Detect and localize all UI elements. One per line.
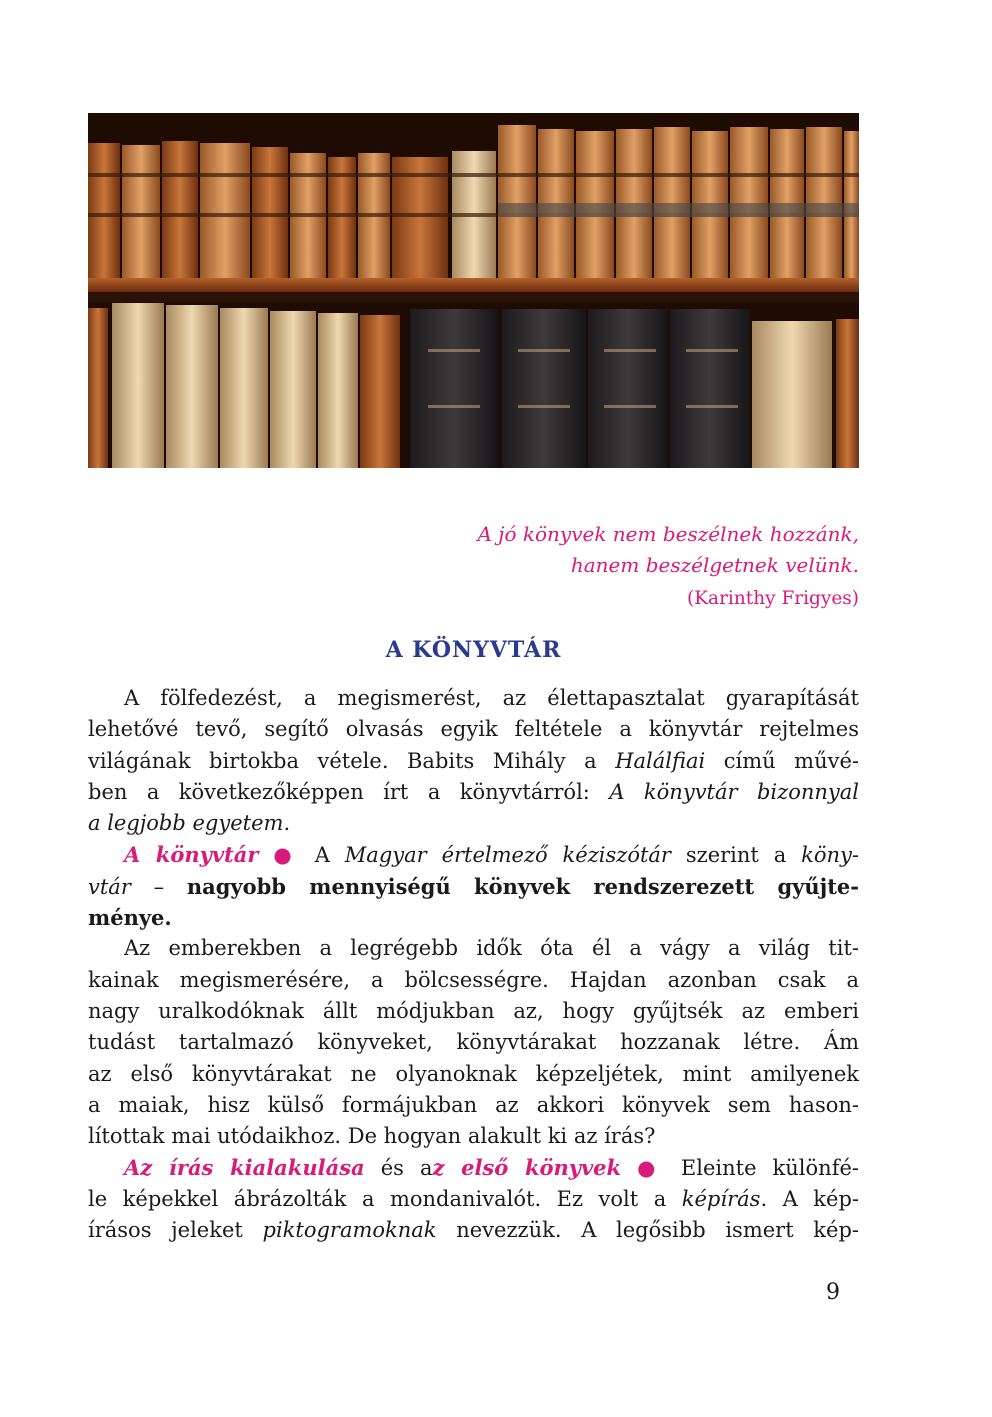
bookshelf-photo <box>88 113 859 468</box>
text-line: tudást tartalmazó könyveket, könyvtárakat hozzanak létre. Ám <box>88 1030 859 1055</box>
text-line: kainak megismerésére, a bölcsességre. Hajdan azonban csak a <box>88 967 859 992</box>
text-line: Az írás kialakulása és az első könyvek ● Eleinte különfé- <box>124 1155 859 1181</box>
text-line: A könyvtár ● A Magyar értelmező kéziszótár szerint a köny- <box>124 842 859 868</box>
text-line: Az emberekben a legrégebb idők óta él a vágy a világ tit- <box>124 936 859 961</box>
body-text <box>88 683 859 1246</box>
text-line: ben a következőképpen írt a könyvtárról: A könyvtár bizonnyal <box>88 779 860 804</box>
page-title: A KÖNYVTÁR <box>385 637 562 663</box>
epigraph <box>477 519 859 614</box>
text-line: az első könyvtárakat ne olyanoknak képzeljétek, mint amilyenek <box>88 1061 859 1086</box>
bookshelf-image-icon <box>88 113 859 468</box>
text-line: lehetővé tevő, segítő olvasás egyik feltétele a könyvtár rejtelmes <box>88 717 859 742</box>
text-line: le képekkel ábrázolták a mondanivalót. Ez volt a képírás. A kép- <box>88 1186 860 1211</box>
text-line: írásos jeleket piktogramoknak nevezzük. A legősibb ismert kép- <box>88 1218 860 1243</box>
text-line: lítottak mai utódaikhoz. De hogyan alakult ki az írás? <box>88 1124 656 1149</box>
text-line: vtár – nagyobb mennyiségű könyvek rendszerezett gyűjte- <box>88 873 860 899</box>
text-line: A fölfedezést, a megismerést, az élettapasztalat gyarapítását <box>124 686 859 710</box>
page-number: 9 <box>826 1280 840 1305</box>
epigraph-line-1: A jó könyvek nem beszélnek hozzánk, <box>477 522 859 546</box>
text-line: a maiak, hisz külső formájukban az akkori könyvek sem hason- <box>88 1092 859 1117</box>
text-line: a legjobb egyetem. <box>88 811 291 836</box>
text-line: ménye. <box>88 905 172 931</box>
term-iras: Az írás kialakulása <box>124 1155 365 1181</box>
bullet-icon: ● <box>273 843 300 868</box>
epigraph-line-2: hanem beszélgetnek velünk. <box>570 553 859 577</box>
term-konyvek: z első könyvek <box>432 1155 622 1181</box>
bullet-icon: ● <box>637 1156 665 1181</box>
text-line: világának birtokba vétele. Babits Mihály a Halálfiai című művé- <box>88 748 860 773</box>
epigraph-author: (Karinthy Frigyes) <box>687 588 859 609</box>
term-konyvtar: A könyvtár <box>124 842 259 868</box>
text-line: nagy uralkodóknak állt módjukban az, hogy gyűjtsék az emberi <box>88 998 859 1023</box>
